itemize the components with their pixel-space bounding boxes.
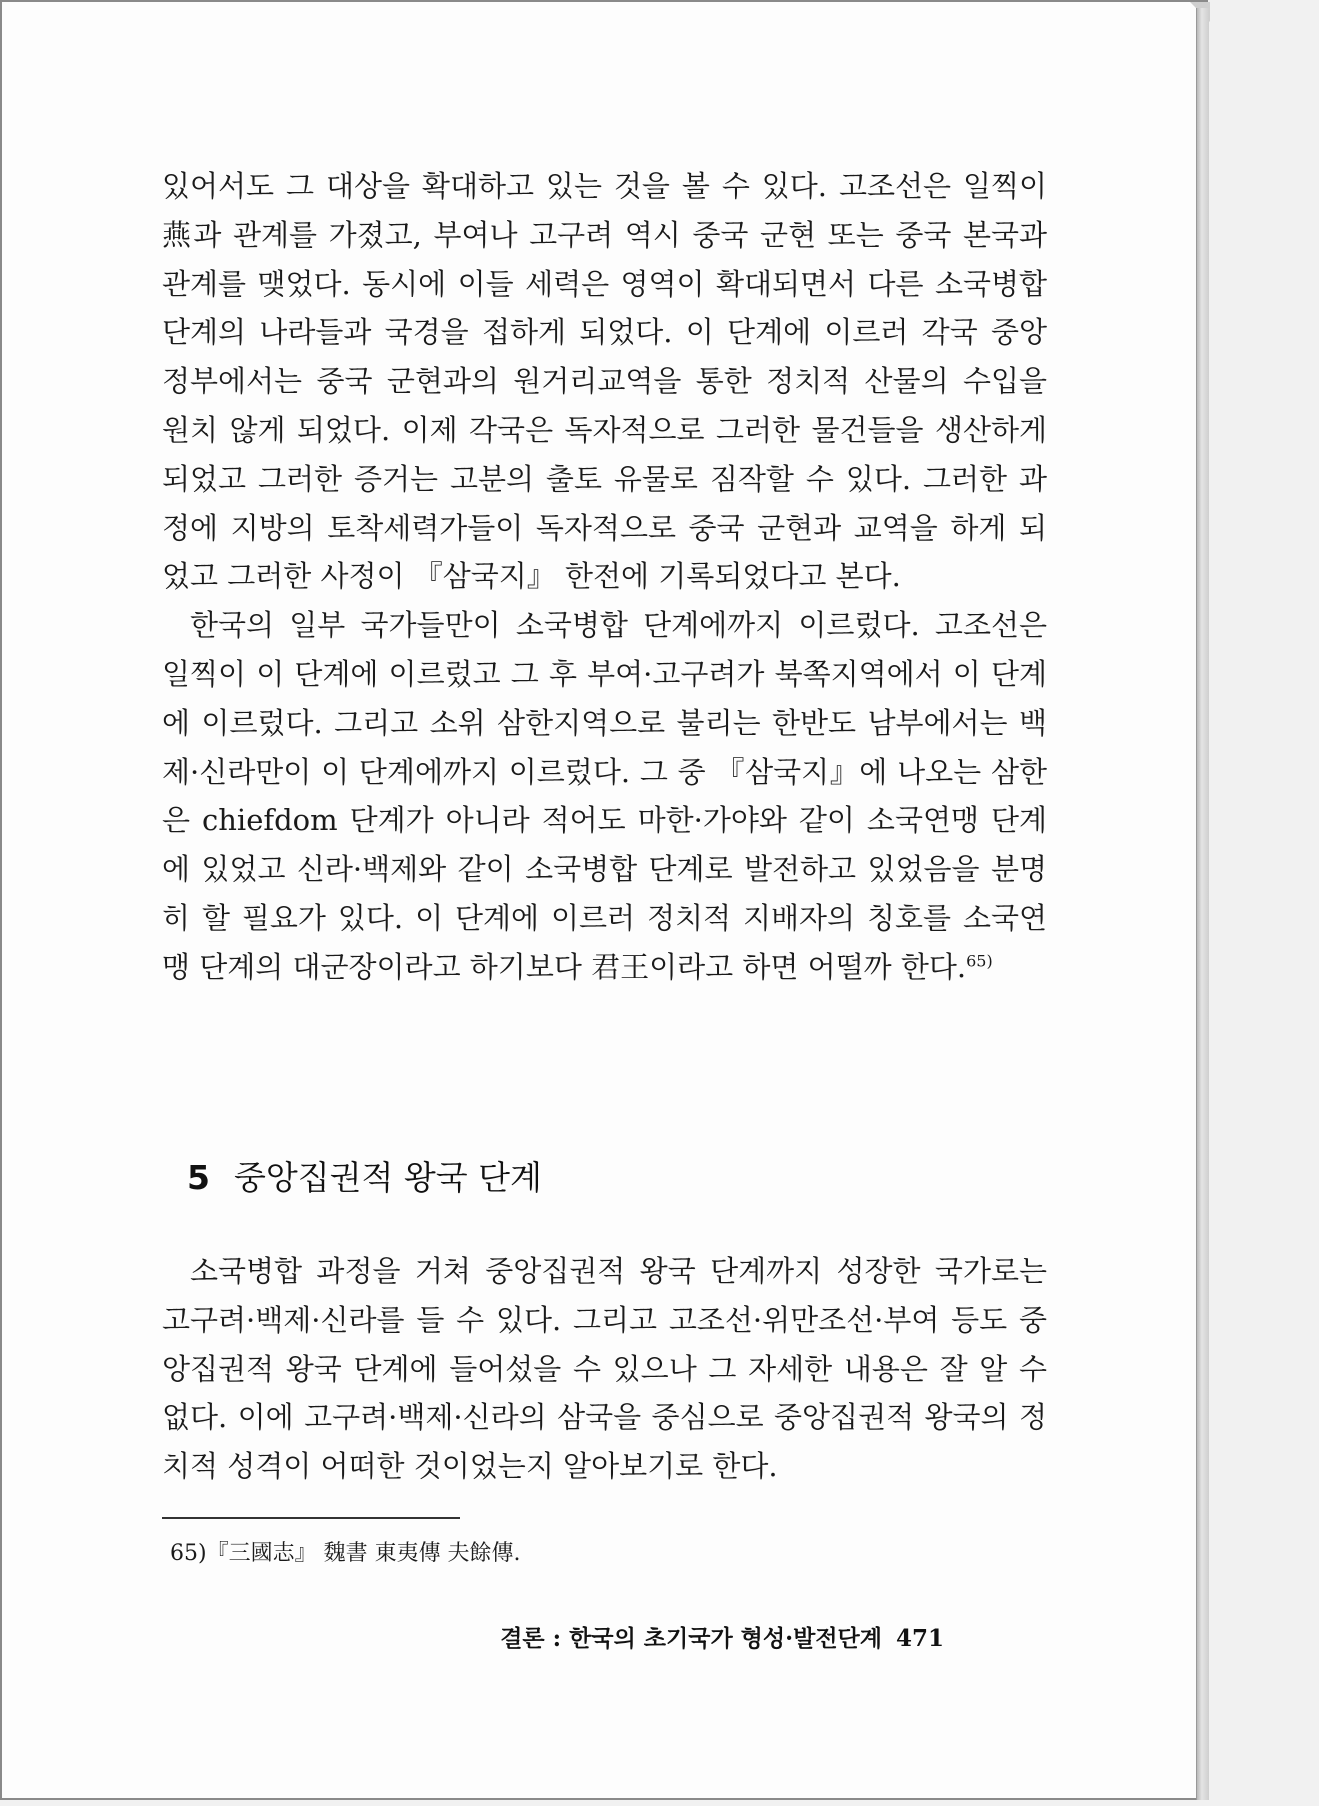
section-number: 5 — [187, 1158, 210, 1197]
page-number: 471 — [895, 1625, 944, 1652]
running-title: 결론 : 한국의 초기국가 형성·발전단계 — [500, 1625, 882, 1652]
footnote-divider — [162, 1517, 460, 1519]
footnote-65: 65)『三國志』 魏書 東夷傳 夫餘傳. — [170, 1541, 521, 1566]
section-paragraph: 소국병합 과정을 거쳐 중앙집권적 왕국 단계까지 성장한 국가로는 고구려·백제·신라를 들 수 있다. 그리고 고조선·위만조선·부여 등도 중앙집권적 왕국 단계에 들어섰을 수 있으나 그 자세한 내용은 잘 알 수 없다. 이에 고구려·백제·신라의 삼국을 중심으로 중앙집권적 왕국의 정치적 성격이 어떠한 것이었는지 알아보기로 한다. — [162, 1254, 1047, 1484]
paragraph-2-text: 한국의 일부 국가들만이 소국병합 단계에까지 이르렀다. 고조선은 일찍이 이 단계에 이르렀고 그 후 부여·고구려가 북쪽지역에서 이 단계에 이르렀다. 그리고 소위 삼한지역으로 불리는 한반도 남부에서는 백제·신라만이 이 단계에까지 이르렀다. 그 중 『삼국지』에 나오는 삼한은 chiefdom 단계가 아니라 적어도 마한·가야와 같이 소국연맹 단계에 있었고 신라·백제와 같이 소국병합 단계로 발전하고 있었음을 분명히 할 필요가 있다. 이 단계에 이르러 정치적 지배자의 칭호를 소국연맹 단계의 대군장이라고 하기보다 君王이라고 하면 어떨까 한다. — [162, 608, 1047, 984]
page-edge — [1196, 8, 1209, 1800]
section-heading — [187, 1152, 542, 1199]
paragraph-2 — [162, 601, 1047, 991]
section-body — [162, 1247, 1047, 1491]
body-text — [162, 162, 1047, 992]
running-footer — [500, 1620, 944, 1653]
section-title: 중앙집권적 왕국 단계 — [233, 1158, 542, 1197]
footnote-ref-65: 65) — [966, 951, 993, 971]
paragraph-1: 있어서도 그 대상을 확대하고 있는 것을 볼 수 있다. 고조선은 일찍이 燕과 관계를 가졌고, 부여나 고구려 역시 중국 군현 또는 중국 본국과 관계를 맺었다. 동시에 이들 세력은 영역이 확대되면서 다른 소국병합 단계의 나라들과 국경을 접하게 되었다. 이 단계에 이르러 각국 중앙 정부에서는 중국 군현과의 원거리교역을 통한 정치적 산물의 수입을 원치 않게 되었다. 이제 각국은 독자적으로 그러한 물건들을 생산하게 되었고 그러한 증거는 고분의 출토 유물로 짐작할 수 있다. 그러한 과정에 지방의 토착세력가들이 독자적으로 중국 군현과 교역을 하게 되었고 그러한 사정이 『삼국지』 한전에 기록되었다고 본다. — [162, 169, 1047, 594]
